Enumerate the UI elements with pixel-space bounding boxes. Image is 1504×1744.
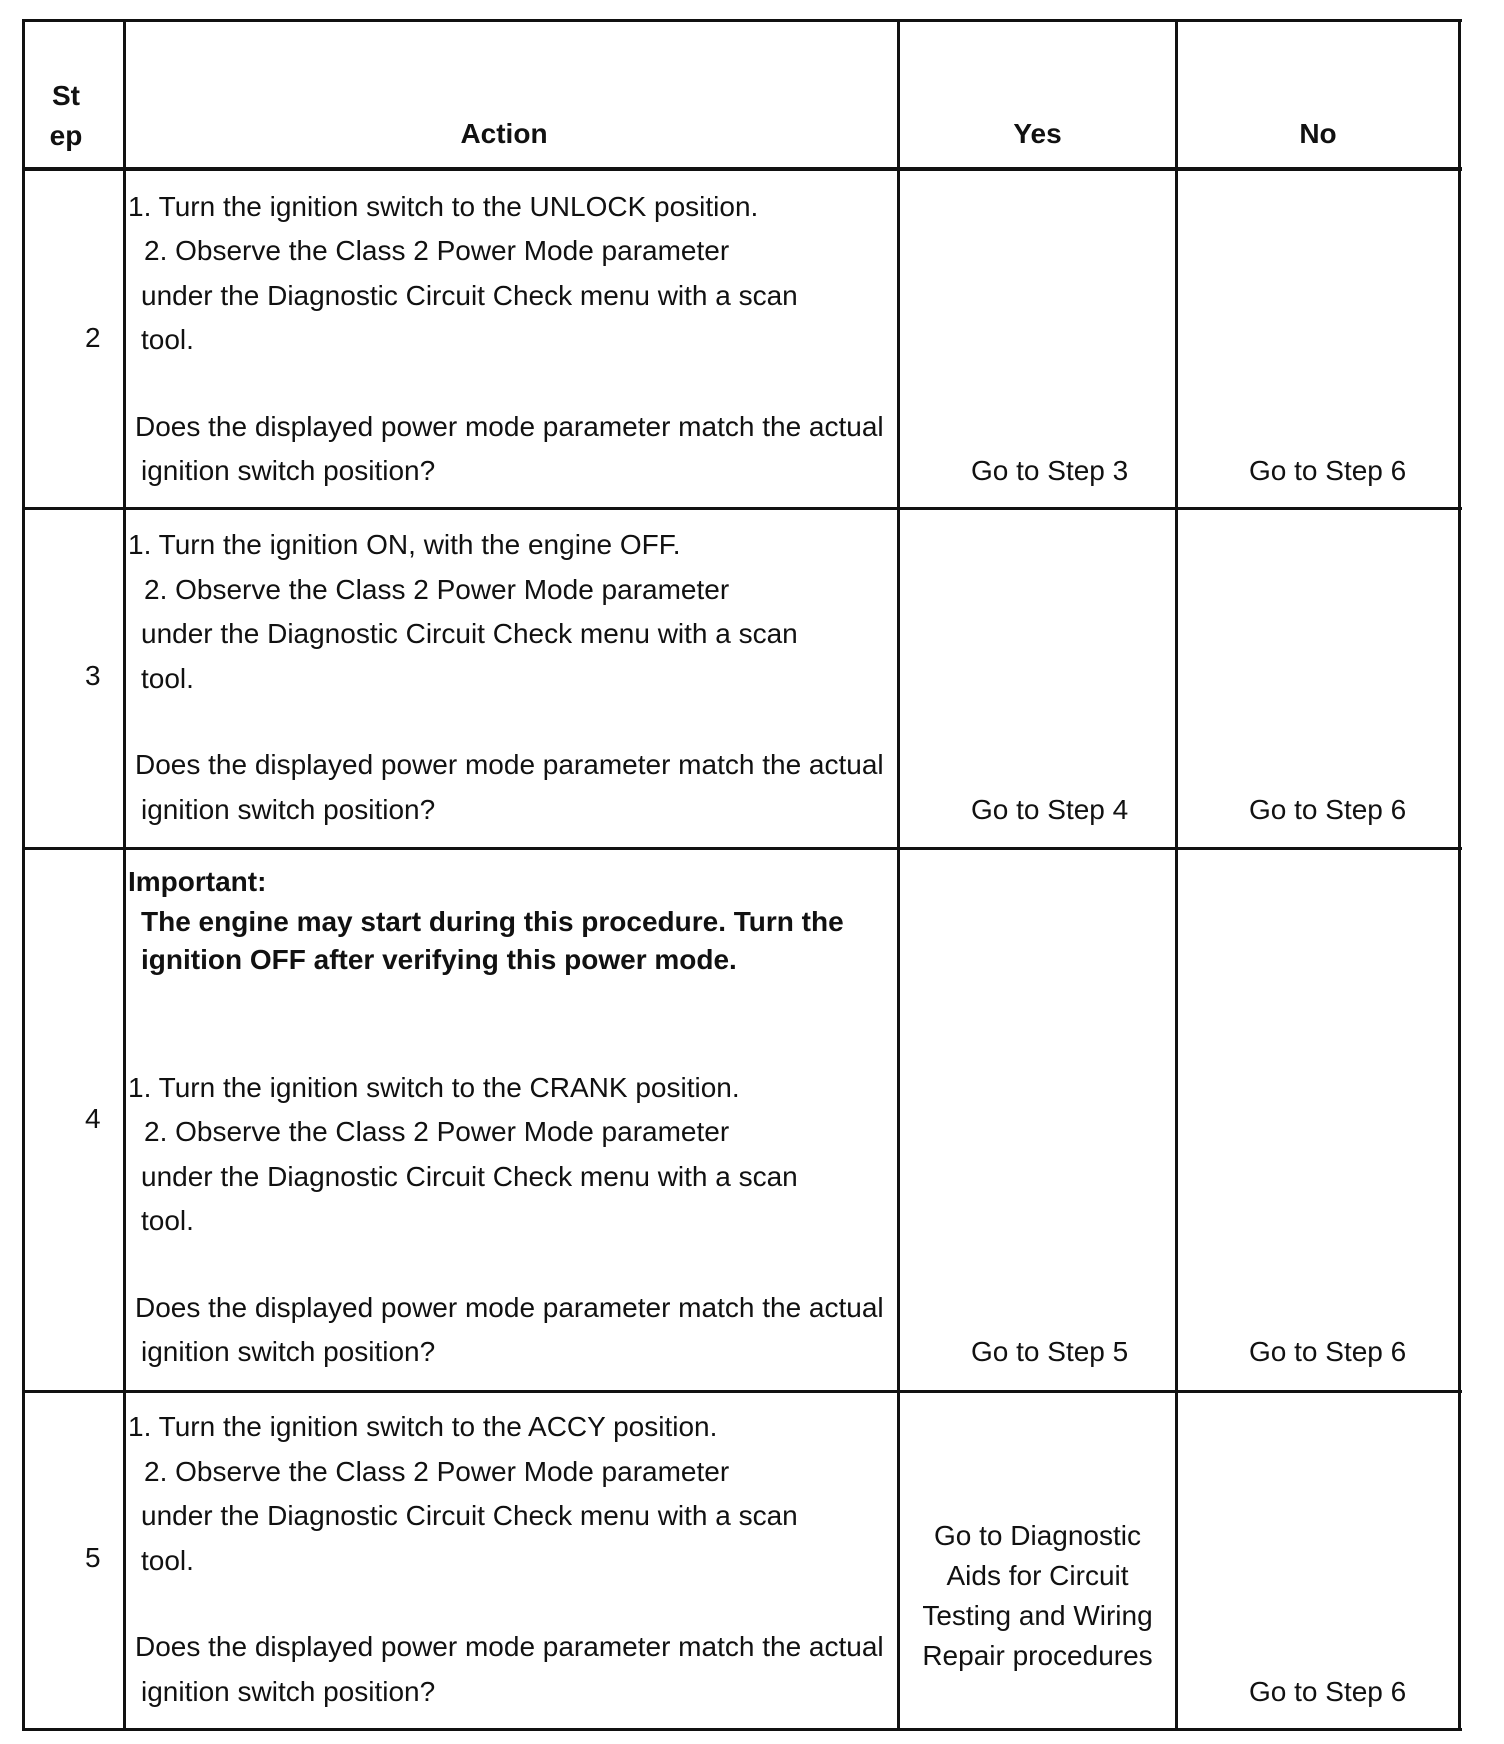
action-question: Does the displayed power mode parameter match the actual — [135, 749, 884, 780]
row-divider — [22, 507, 1462, 510]
action-line: 2. Observe the Class 2 Power Mode parameter — [144, 1456, 730, 1487]
action-line: tool. — [141, 1205, 194, 1236]
step-number: 5 — [85, 1542, 101, 1573]
action-line: tool. — [141, 324, 194, 355]
header-step-line1: St — [52, 80, 80, 111]
no-result: Go to Step 6 — [1249, 794, 1407, 825]
yes-result: Go to Step 3 — [971, 455, 1129, 486]
important-text: The engine may start during this procedure. Turn the — [141, 906, 844, 937]
action-line: under the Diagnostic Circuit Check menu with a scan — [141, 618, 798, 649]
action-line: tool. — [141, 1545, 194, 1576]
column-divider — [897, 19, 900, 1731]
no-result: Go to Step 6 — [1249, 1676, 1407, 1707]
table-border-left — [22, 19, 25, 1731]
action-question: ignition switch position? — [141, 455, 436, 486]
action-line: 2. Observe the Class 2 Power Mode parameter — [144, 574, 730, 605]
action-line: 1. Turn the ignition switch to the CRANK position. — [128, 1072, 740, 1103]
yes-result: Go to Diagnostic — [934, 1520, 1141, 1551]
important-text: ignition OFF after verifying this power mode. — [141, 944, 737, 975]
action-line: under the Diagnostic Circuit Check menu with a scan — [141, 1161, 798, 1192]
no-result: Go to Step 6 — [1249, 1336, 1407, 1367]
action-line: under the Diagnostic Circuit Check menu with a scan — [141, 280, 798, 311]
column-divider — [1175, 19, 1178, 1731]
action-line: 2. Observe the Class 2 Power Mode parameter — [144, 1116, 730, 1147]
table-border-right — [1458, 19, 1461, 1731]
action-question: ignition switch position? — [141, 1676, 436, 1707]
action-line: 1. Turn the ignition ON, with the engine OFF. — [128, 529, 681, 560]
row-divider — [22, 847, 1462, 850]
action-question: Does the displayed power mode parameter match the actual — [135, 1631, 884, 1662]
row-divider — [22, 1390, 1462, 1393]
important-label: Important: — [128, 866, 267, 897]
step-number: 4 — [85, 1103, 101, 1134]
action-line: under the Diagnostic Circuit Check menu with a scan — [141, 1500, 798, 1531]
header-no: No — [1299, 118, 1337, 149]
table-border-top — [22, 19, 1462, 22]
action-line: 1. Turn the ignition switch to the UNLOCK position. — [128, 191, 759, 222]
action-line: 2. Observe the Class 2 Power Mode parameter — [144, 235, 730, 266]
header-step-line2: ep — [49, 120, 83, 151]
yes-result: Aids for Circuit — [946, 1560, 1129, 1591]
action-question: Does the displayed power mode parameter match the actual — [135, 411, 884, 442]
action-question: ignition switch position? — [141, 794, 436, 825]
action-question: ignition switch position? — [141, 1336, 436, 1367]
header-action: Action — [460, 118, 548, 149]
yes-result: Repair procedures — [922, 1640, 1153, 1671]
no-result: Go to Step 6 — [1249, 455, 1407, 486]
yes-result: Testing and Wiring — [922, 1600, 1153, 1631]
column-divider — [123, 19, 126, 1731]
header-divider — [22, 167, 1462, 171]
action-line: tool. — [141, 663, 194, 694]
table-border-bottom — [22, 1728, 1462, 1731]
yes-result: Go to Step 4 — [971, 794, 1129, 825]
yes-result: Go to Step 5 — [971, 1336, 1129, 1367]
header-yes: Yes — [1013, 118, 1062, 149]
step-number: 3 — [85, 660, 101, 691]
action-line: 1. Turn the ignition switch to the ACCY position. — [128, 1411, 718, 1442]
action-question: Does the displayed power mode parameter match the actual — [135, 1292, 884, 1323]
step-number: 2 — [85, 322, 101, 353]
